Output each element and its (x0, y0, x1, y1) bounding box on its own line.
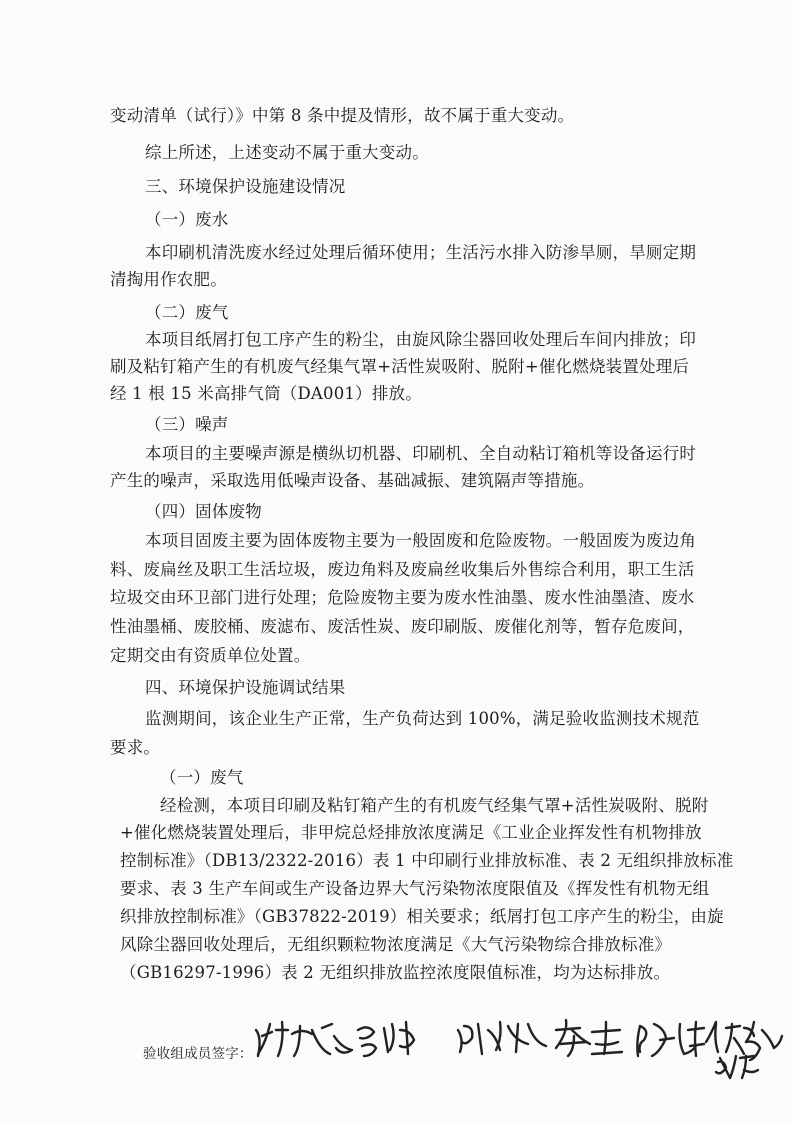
line-22: 要求。 (110, 738, 161, 757)
line-12: 本项目的主要噪声源是横纵切机器、印刷机、全自动粘订箱机等设备运行时 (145, 444, 697, 463)
line-16: 料、废扁丝及职工生活垃圾，废边角料及废扁丝收集后外售综合利用，职工生活 (110, 560, 695, 579)
line-9: 刷及粘钉箱产生的有机废气经集气罩+活性炭吸附、脱附+催化燃烧装置处理后 (110, 357, 690, 376)
signature-3 (458, 1022, 546, 1054)
line-27: 要求、表 3 生产车间或生产设备边界大气污染物浓度限值及《挥发性有机物无组 (120, 879, 710, 898)
signature-2 (358, 1022, 414, 1056)
line-17: 垃圾交由环卫部门进行处理；危险废物主要为废水性油墨、废水性油墨渣、废水 (110, 588, 695, 607)
line-29: 风除尘器回收处理后，无组织颗粒物浓度满足《大气污染物综合排放标准》 (120, 935, 672, 954)
line-10: 经 1 根 15 米高排气筒（DA001）排放。 (110, 384, 422, 403)
line-8: 本项目纸屑打包工序产生的粉尘，由旋风除尘器回收处理后车间内排放；印 (145, 330, 697, 349)
subheading-wastewater: （一）废水 (145, 210, 229, 229)
section-heading-3: 三、环境保护设施建设情况 (145, 177, 346, 196)
line-6: 清掏用作农肥。 (110, 270, 227, 289)
line-13: 产生的噪声，采取选用低噪声设备、基础减振、建筑隔声等措施。 (110, 471, 595, 490)
line-28: 织排放控制标准》（GB37822-2019）相关要求；纸屑打包工序产生的粉尘，由旋 (120, 907, 724, 926)
signature-5 (637, 1022, 704, 1056)
line-5: 本印刷机清洗废水经过处理后循环使用；生活污水排入防渗旱厕，旱厕定期 (145, 243, 697, 262)
line-24: 经检测，本项目印刷及粘钉箱产生的有机废气经集气罩+活性炭吸附、脱附 (160, 796, 709, 815)
line-1: 变动清单（试行）》中第 8 条中提及情形，故不属于重大变动。 (110, 106, 575, 125)
subheading-exhaust: （二）废气 (145, 303, 229, 322)
subheading-solid-waste: （四）固体废物 (145, 502, 262, 521)
line-30: （GB16297-1996）表 2 无组织排放监控浓度限值标准，均为达标排放。 (120, 963, 671, 982)
signature-4 (556, 1020, 622, 1056)
line-21: 监测期间，该企业生产正常，生产负荷达到 100%，满足验收监测技术规范 (145, 709, 700, 728)
line-19: 定期交由有资质单位处置。 (110, 646, 311, 665)
signature-1 (256, 1022, 352, 1056)
subheading-exhaust-results: （一）废气 (160, 768, 244, 787)
line-25: +催化燃烧装置处理后，非甲烷总烃排放浓度满足《工业企业挥发性有机物排放 (120, 823, 702, 842)
line-26: 控制标准》（DB13/2322-2016）表 1 中印刷行业排放标准、表 2 无组织排放标准 (120, 851, 734, 870)
line-15: 本项目固废主要为固体废物主要为一般固废和危险废物。一般固废为废边角 (145, 531, 697, 550)
line-18: 性油墨桶、废胶桶、废滤布、废活性炭、废印刷版、废催化剂等，暂存危废间， (110, 617, 695, 636)
section-heading-4: 四、环境保护设施调试结果 (145, 678, 346, 697)
signature-6 (706, 1022, 782, 1060)
line-2: 综上所述，上述变动不属于重大变动。 (145, 143, 429, 162)
subheading-noise: （三）噪声 (145, 415, 229, 434)
signature-label: 验收组成员签字： (143, 1046, 253, 1062)
